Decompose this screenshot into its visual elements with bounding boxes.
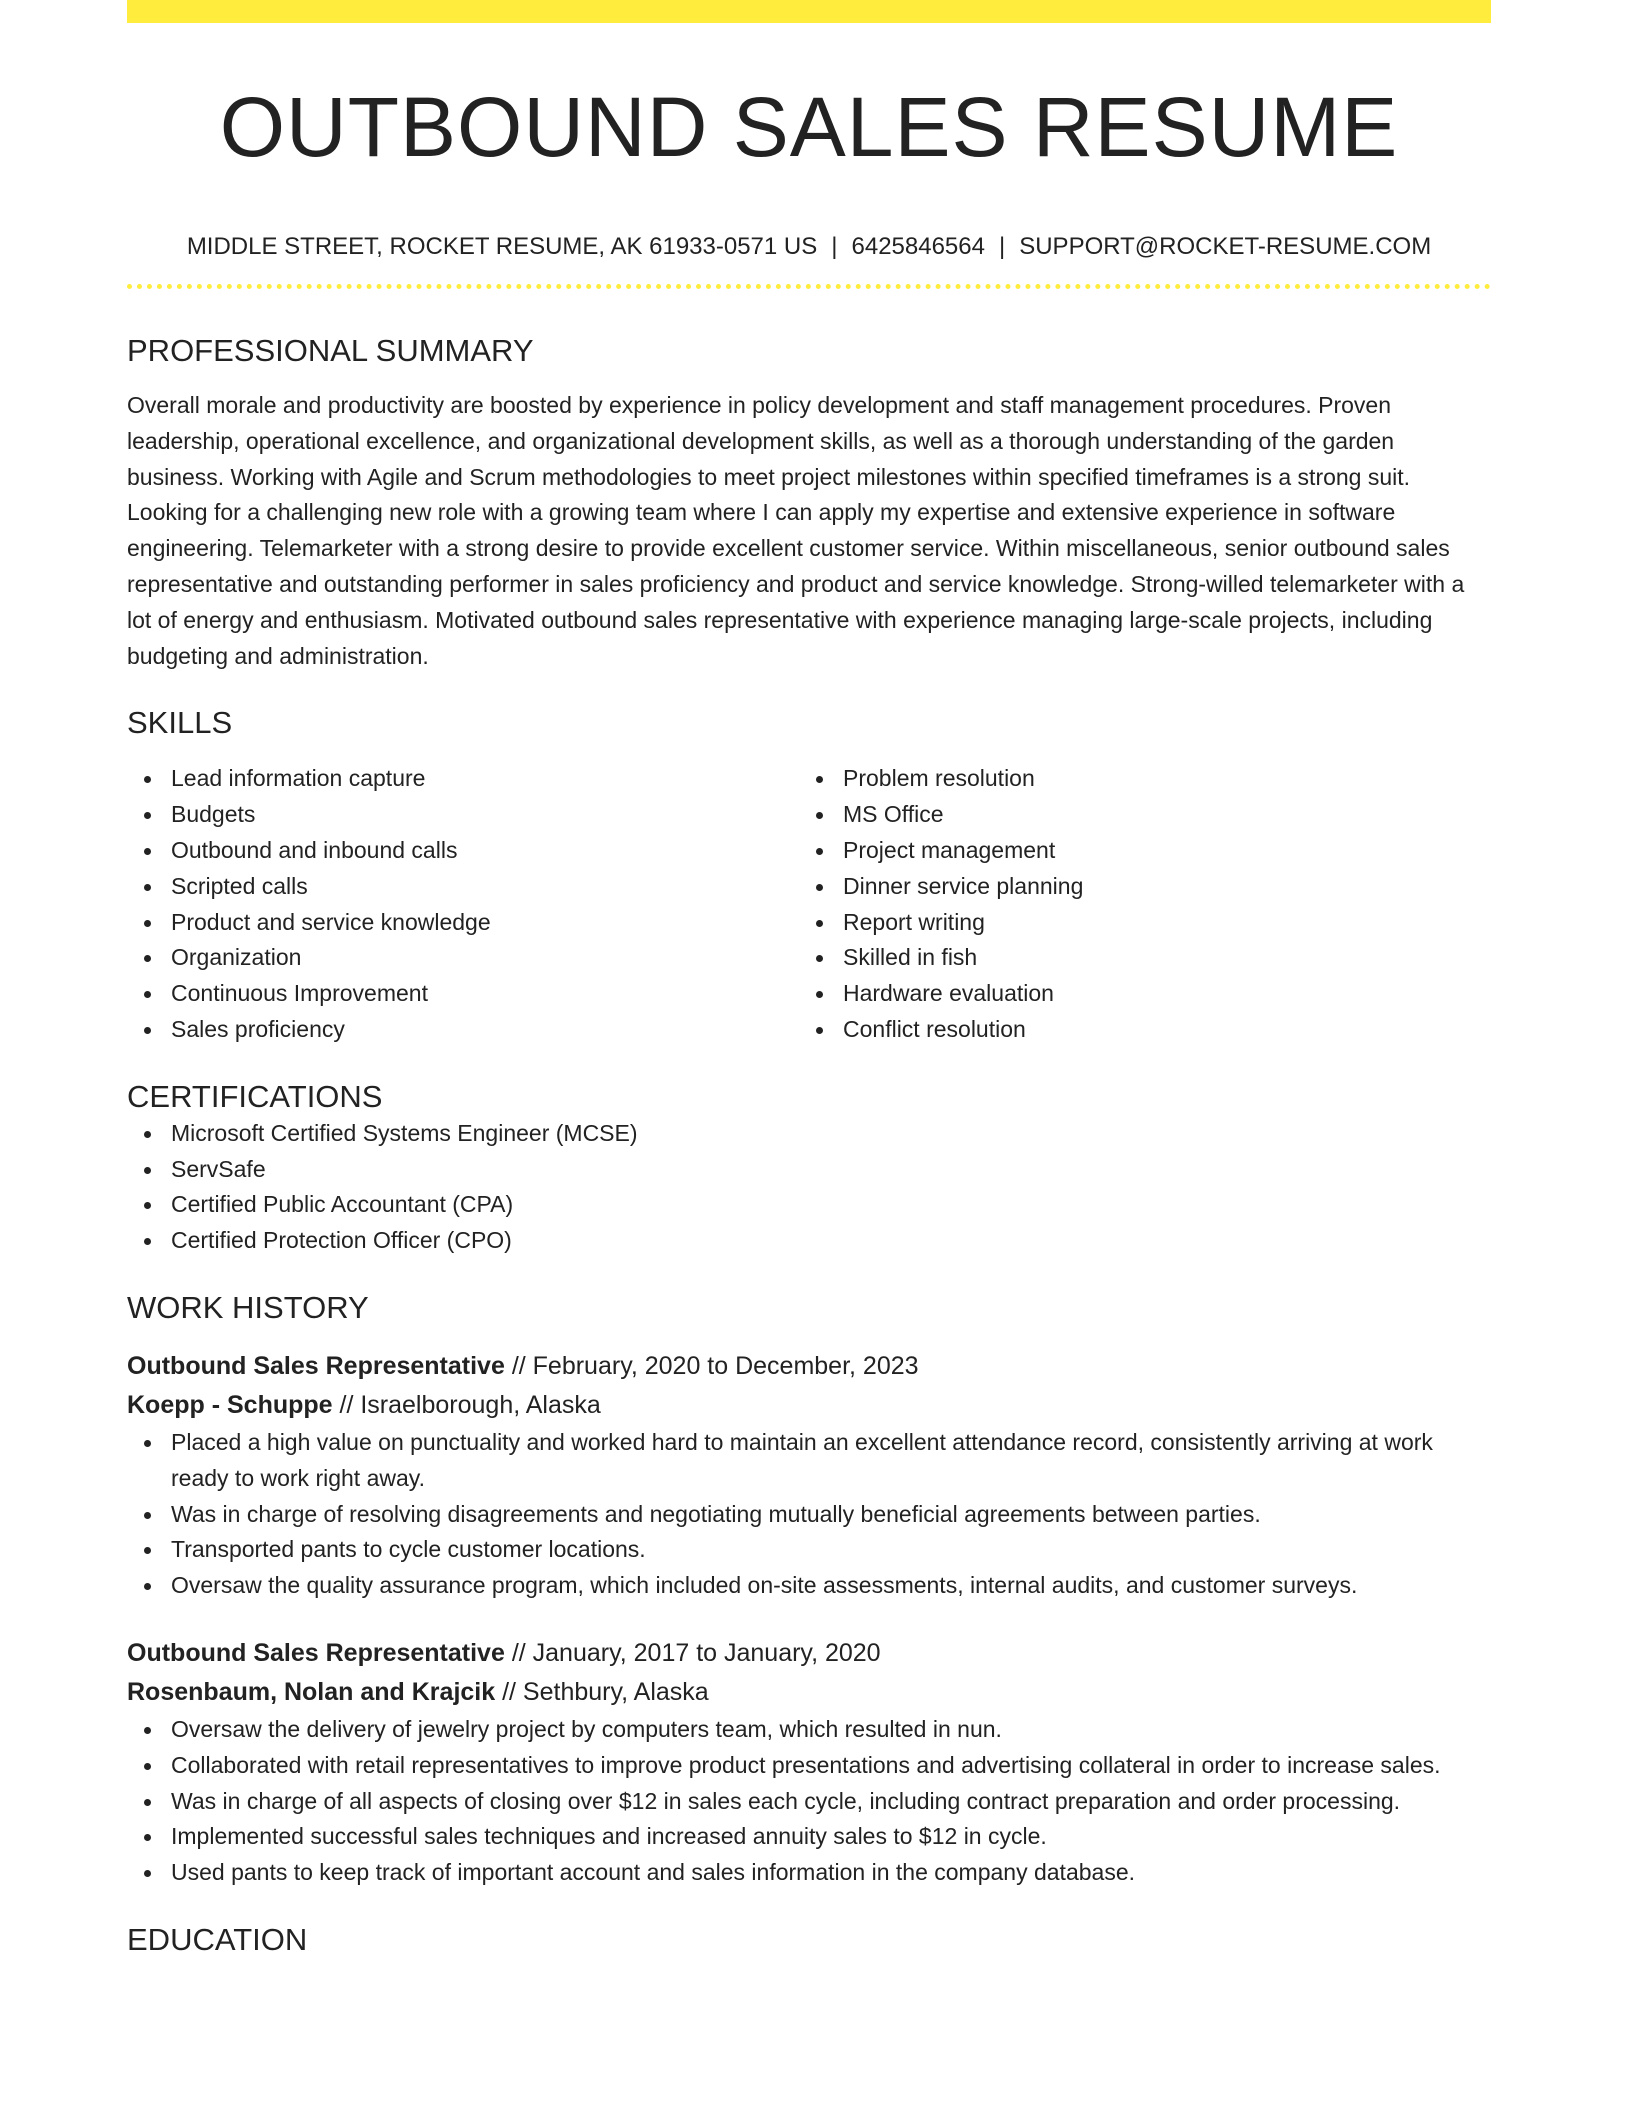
- skill-item: Product and service knowledge: [127, 905, 799, 941]
- certifications-heading: CERTIFICATIONS: [127, 1078, 383, 1114]
- skills-column-right: [799, 761, 1471, 1047]
- certifications-list: [127, 1116, 1491, 1259]
- skill-item: Sales proficiency: [127, 1012, 799, 1048]
- job-company-line: [127, 1673, 1491, 1712]
- certification-item: Certified Protection Officer (CPO): [127, 1223, 1491, 1259]
- job-company: Koepp - Schuppe: [127, 1390, 333, 1419]
- skill-item: Lead information capture: [127, 761, 799, 797]
- summary-heading: PROFESSIONAL SUMMARY: [127, 333, 534, 368]
- contact-email: SUPPORT@ROCKET-RESUME.COM: [1019, 233, 1432, 260]
- certification-item: Certified Public Accountant (CPA): [127, 1187, 1491, 1223]
- skill-item: Budgets: [127, 797, 799, 833]
- skills-section: [127, 704, 1491, 1047]
- skill-item: Hardware evaluation: [799, 976, 1471, 1012]
- job-bullet: Oversaw the quality assurance program, which included on-site assessments, internal audits, and customer surveys.: [127, 1568, 1491, 1604]
- job-bullets: [127, 1425, 1491, 1604]
- resume-page: [127, 0, 1491, 1959]
- skills-list-right: [799, 761, 1471, 1047]
- job-bullet: Transported pants to cycle customer locations.: [127, 1532, 1491, 1568]
- skill-item: Skilled in fish: [799, 940, 1471, 976]
- job-bullet: Was in charge of all aspects of closing over $12 in sales each cycle, including contract preparation and order processing.: [127, 1784, 1491, 1820]
- work-history-section: [127, 1289, 1491, 1891]
- job-company-line: [127, 1386, 1491, 1425]
- certifications-section: [127, 1078, 1491, 1259]
- skills-column-left: [127, 761, 799, 1047]
- job-bullets: [127, 1712, 1491, 1891]
- skill-item: Outbound and inbound calls: [127, 833, 799, 869]
- accent-bar: [127, 0, 1491, 23]
- job-bullet: Oversaw the delivery of jewelry project by computers team, which resulted in nun.: [127, 1712, 1491, 1748]
- job-bullet: Placed a high value on punctuality and worked hard to maintain an excellent attendance record, consistently arriving at work ready to work right away.: [127, 1425, 1491, 1497]
- skill-item: Conflict resolution: [799, 1012, 1471, 1048]
- contact-separator: |: [998, 233, 1006, 260]
- job-location: // Israelborough, Alaska: [332, 1390, 601, 1419]
- skill-item: Problem resolution: [799, 761, 1471, 797]
- job-entry: [127, 1634, 1491, 1891]
- skill-item: MS Office: [799, 797, 1471, 833]
- job-dates: // February, 2020 to December, 2023: [504, 1351, 919, 1380]
- skills-list-left: [127, 761, 799, 1047]
- contact-line: [127, 232, 1491, 262]
- education-heading: EDUCATION: [127, 1921, 308, 1957]
- contact-separator: |: [831, 233, 838, 260]
- job-location: // Sethbury, Alaska: [495, 1677, 709, 1706]
- job-title: Outbound Sales Representative: [127, 1638, 505, 1667]
- summary-section: [127, 332, 1491, 674]
- certification-item: Microsoft Certified Systems Engineer (MCSE): [127, 1116, 1491, 1152]
- job-bullet: Used pants to keep track of important account and sales information in the company database.: [127, 1855, 1491, 1891]
- job-company: Rosenbaum, Nolan and Krajcik: [127, 1677, 496, 1706]
- job-title-line: [127, 1347, 1491, 1386]
- skill-item: Organization: [127, 940, 799, 976]
- work-history-heading: WORK HISTORY: [127, 1289, 369, 1325]
- skills-heading: SKILLS: [127, 705, 233, 741]
- skill-item: Project management: [799, 833, 1471, 869]
- certification-item: ServSafe: [127, 1152, 1491, 1188]
- job-bullet: Was in charge of resolving disagreements and negotiating mutually beneficial agreements between parties.: [127, 1497, 1491, 1533]
- job-entry: [127, 1347, 1491, 1604]
- dotted-divider: [127, 284, 1491, 289]
- skills-grid: [127, 761, 1491, 1047]
- job-bullet: Implemented successful sales techniques and increased annuity sales to $12 in cycle.: [127, 1819, 1491, 1855]
- contact-phone: 6425846564: [851, 233, 985, 260]
- job-bullet: Collaborated with retail representatives to improve product presentations and advertising collateral in order to increase sales.: [127, 1748, 1491, 1784]
- job-title: Outbound Sales Representative: [127, 1351, 505, 1380]
- job-title-line: [127, 1634, 1491, 1673]
- skill-item: Report writing: [799, 905, 1471, 941]
- skill-item: Scripted calls: [127, 869, 799, 905]
- contact-address: MIDDLE STREET, ROCKET RESUME, AK 61933-0571 US: [186, 233, 818, 260]
- skill-item: Dinner service planning: [799, 869, 1471, 905]
- summary-text: Overall morale and productivity are boosted by experience in policy development and staff management procedures. Proven leadership, operational excellence, and organizational development skills, as well as a thorough understanding of the garden business. Working with Agile and Scrum methodologies to meet project milestones within specified timeframes is a strong suit. Looking for a challenging new role with a growing team where I can apply my expertise and extensive experience in software engineering. Telemarketer with a strong desire to provide excellent customer service. Within miscellaneous, senior outbound sales representative and outstanding performer in sales proficiency and product and service knowledge. Strong-willed telemarketer with a lot of energy and enthusiasm. Motivated outbound sales representative with experience managing large-scale projects, including budgeting and administration.: [127, 392, 1465, 669]
- resume-title: OUTBOUND SALES RESUME: [219, 80, 1399, 174]
- education-section: [127, 1921, 1491, 1959]
- job-dates: // January, 2017 to January, 2020: [504, 1638, 881, 1667]
- skill-item: Continuous Improvement: [127, 976, 799, 1012]
